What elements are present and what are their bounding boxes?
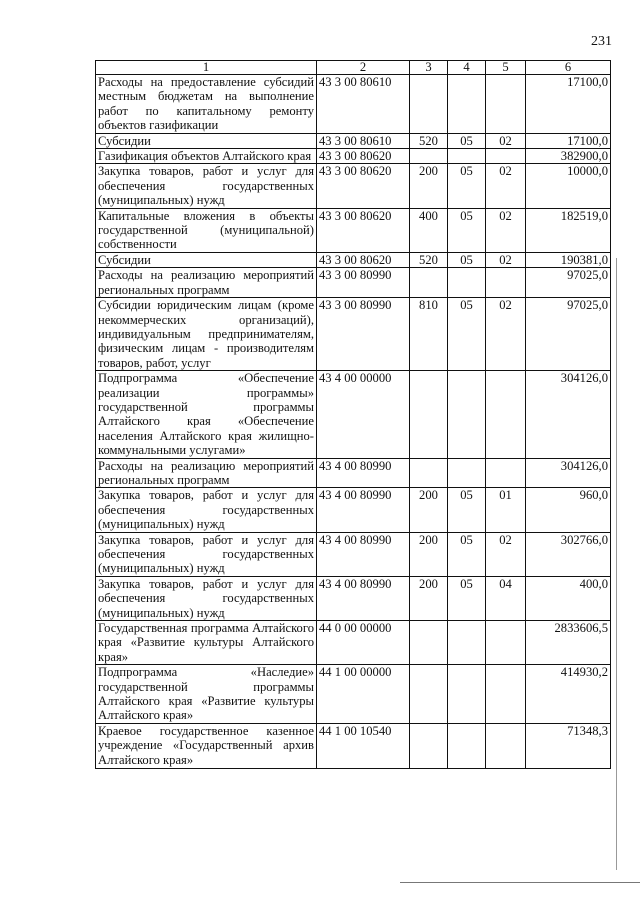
row-amount: 71348,3 xyxy=(526,723,611,768)
row-name: Краевое государственное казенное учреждение «Государственный архив Алтайского края» xyxy=(96,723,317,768)
row-vr: 400 xyxy=(410,208,448,252)
row-code: 43 4 00 80990 xyxy=(317,488,410,532)
row-name: Газификация объектов Алтайского края xyxy=(96,149,317,164)
row-vr: 200 xyxy=(410,164,448,208)
row-amount: 414930,2 xyxy=(526,665,611,724)
row-name: Подпрограмма «Наследие» государственной программы Алтайского края «Развитие культуры Алтайского края» xyxy=(96,665,317,724)
row-vr: 200 xyxy=(410,532,448,576)
row-rz xyxy=(448,149,486,164)
table-body xyxy=(96,75,611,769)
row-amount: 304126,0 xyxy=(526,458,611,488)
table-row xyxy=(96,458,611,488)
row-rz: 05 xyxy=(448,488,486,532)
row-pr xyxy=(486,268,526,298)
scan-edge-line-right xyxy=(616,258,617,870)
row-code: 43 4 00 80990 xyxy=(317,532,410,576)
row-name: Закупка товаров, работ и услуг для обеспечения государственных (муниципальных) нужд xyxy=(96,532,317,576)
table-row xyxy=(96,252,611,267)
row-pr: 02 xyxy=(486,298,526,371)
row-amount: 97025,0 xyxy=(526,268,611,298)
row-rz: 05 xyxy=(448,576,486,620)
row-name: Закупка товаров, работ и услуг для обеспечения государственных (муниципальных) нужд xyxy=(96,488,317,532)
scan-edge-line-bottom xyxy=(400,882,640,883)
header-col-5: 5 xyxy=(486,61,526,75)
row-name: Расходы на реализацию мероприятий региональных программ xyxy=(96,268,317,298)
row-code: 43 3 00 80610 xyxy=(317,133,410,148)
row-rz xyxy=(448,621,486,665)
row-vr: 520 xyxy=(410,252,448,267)
header-row xyxy=(96,61,611,75)
table-row xyxy=(96,133,611,148)
table-row xyxy=(96,75,611,134)
table-row xyxy=(96,723,611,768)
table-row xyxy=(96,208,611,252)
row-vr xyxy=(410,665,448,724)
row-vr xyxy=(410,268,448,298)
row-vr: 200 xyxy=(410,576,448,620)
row-name: Субсидии юридическим лицам (кроме некоммерческих организаций), индивидуальным предпринимателям, физическим лицам - производителям товаров, работ, услуг xyxy=(96,298,317,371)
row-amount: 304126,0 xyxy=(526,371,611,458)
table-header xyxy=(96,61,611,75)
row-code: 43 3 00 80620 xyxy=(317,208,410,252)
row-rz: 05 xyxy=(448,532,486,576)
page-number: 231 xyxy=(591,34,612,49)
row-amount: 17100,0 xyxy=(526,133,611,148)
row-pr xyxy=(486,723,526,768)
budget-table xyxy=(95,60,611,769)
row-amount: 382900,0 xyxy=(526,149,611,164)
row-code: 43 3 00 80990 xyxy=(317,298,410,371)
row-vr xyxy=(410,723,448,768)
row-name: Закупка товаров, работ и услуг для обеспечения государственных (муниципальных) нужд xyxy=(96,164,317,208)
row-code: 43 3 00 80610 xyxy=(317,75,410,134)
row-vr xyxy=(410,149,448,164)
row-vr: 520 xyxy=(410,133,448,148)
row-amount: 960,0 xyxy=(526,488,611,532)
table-row xyxy=(96,488,611,532)
row-rz xyxy=(448,268,486,298)
row-rz xyxy=(448,665,486,724)
table-row xyxy=(96,149,611,164)
row-pr: 01 xyxy=(486,488,526,532)
row-code: 44 1 00 00000 xyxy=(317,665,410,724)
row-name: Закупка товаров, работ и услуг для обеспечения государственных (муниципальных) нужд xyxy=(96,576,317,620)
row-pr: 02 xyxy=(486,208,526,252)
table-row xyxy=(96,371,611,458)
row-name: Расходы на реализацию мероприятий региональных программ xyxy=(96,458,317,488)
table-row xyxy=(96,621,611,665)
row-name: Субсидии xyxy=(96,252,317,267)
row-vr xyxy=(410,458,448,488)
row-amount: 2833606,5 xyxy=(526,621,611,665)
table-row xyxy=(96,298,611,371)
header-col-6: 6 xyxy=(526,61,611,75)
row-pr: 02 xyxy=(486,164,526,208)
row-pr xyxy=(486,665,526,724)
row-code: 43 4 00 00000 xyxy=(317,371,410,458)
row-amount: 10000,0 xyxy=(526,164,611,208)
row-rz xyxy=(448,371,486,458)
row-code: 43 3 00 80620 xyxy=(317,164,410,208)
row-pr xyxy=(486,75,526,134)
row-pr: 02 xyxy=(486,532,526,576)
row-amount: 97025,0 xyxy=(526,298,611,371)
row-vr: 810 xyxy=(410,298,448,371)
row-rz: 05 xyxy=(448,164,486,208)
header-col-4: 4 xyxy=(448,61,486,75)
row-vr: 200 xyxy=(410,488,448,532)
row-vr xyxy=(410,621,448,665)
header-col-3: 3 xyxy=(410,61,448,75)
row-amount: 182519,0 xyxy=(526,208,611,252)
row-vr xyxy=(410,75,448,134)
row-pr: 04 xyxy=(486,576,526,620)
row-rz: 05 xyxy=(448,252,486,267)
row-rz: 05 xyxy=(448,208,486,252)
header-col-2: 2 xyxy=(317,61,410,75)
row-code: 44 1 00 10540 xyxy=(317,723,410,768)
row-amount: 17100,0 xyxy=(526,75,611,134)
row-code: 43 4 00 80990 xyxy=(317,576,410,620)
row-rz xyxy=(448,75,486,134)
row-amount: 190381,0 xyxy=(526,252,611,267)
row-amount: 400,0 xyxy=(526,576,611,620)
row-rz xyxy=(448,458,486,488)
row-pr xyxy=(486,621,526,665)
table-row xyxy=(96,532,611,576)
row-name: Подпрограмма «Обеспечение реализации программы» государственной программы Алтайского края «Обеспечение населения Алтайского края жилищно-коммунальными услугами» xyxy=(96,371,317,458)
table-row xyxy=(96,268,611,298)
table-row xyxy=(96,665,611,724)
row-name: Государственная программа Алтайского края «Развитие культуры Алтайского края» xyxy=(96,621,317,665)
table-row xyxy=(96,576,611,620)
table-row xyxy=(96,164,611,208)
row-rz xyxy=(448,723,486,768)
row-pr: 02 xyxy=(486,133,526,148)
row-code: 43 4 00 80990 xyxy=(317,458,410,488)
row-rz: 05 xyxy=(448,298,486,371)
row-code: 43 3 00 80620 xyxy=(317,149,410,164)
row-name: Субсидии xyxy=(96,133,317,148)
row-code: 43 3 00 80990 xyxy=(317,268,410,298)
row-rz: 05 xyxy=(448,133,486,148)
row-code: 43 3 00 80620 xyxy=(317,252,410,267)
row-name: Расходы на предоставление субсидий местным бюджетам на выполнение работ по капитальному ремонту объектов газификации xyxy=(96,75,317,134)
row-name: Капитальные вложения в объекты государственной (муниципальной) собственности xyxy=(96,208,317,252)
row-pr xyxy=(486,149,526,164)
row-code: 44 0 00 00000 xyxy=(317,621,410,665)
row-pr: 02 xyxy=(486,252,526,267)
row-vr xyxy=(410,371,448,458)
header-col-1: 1 xyxy=(96,61,317,75)
row-pr xyxy=(486,371,526,458)
row-amount: 302766,0 xyxy=(526,532,611,576)
row-pr xyxy=(486,458,526,488)
